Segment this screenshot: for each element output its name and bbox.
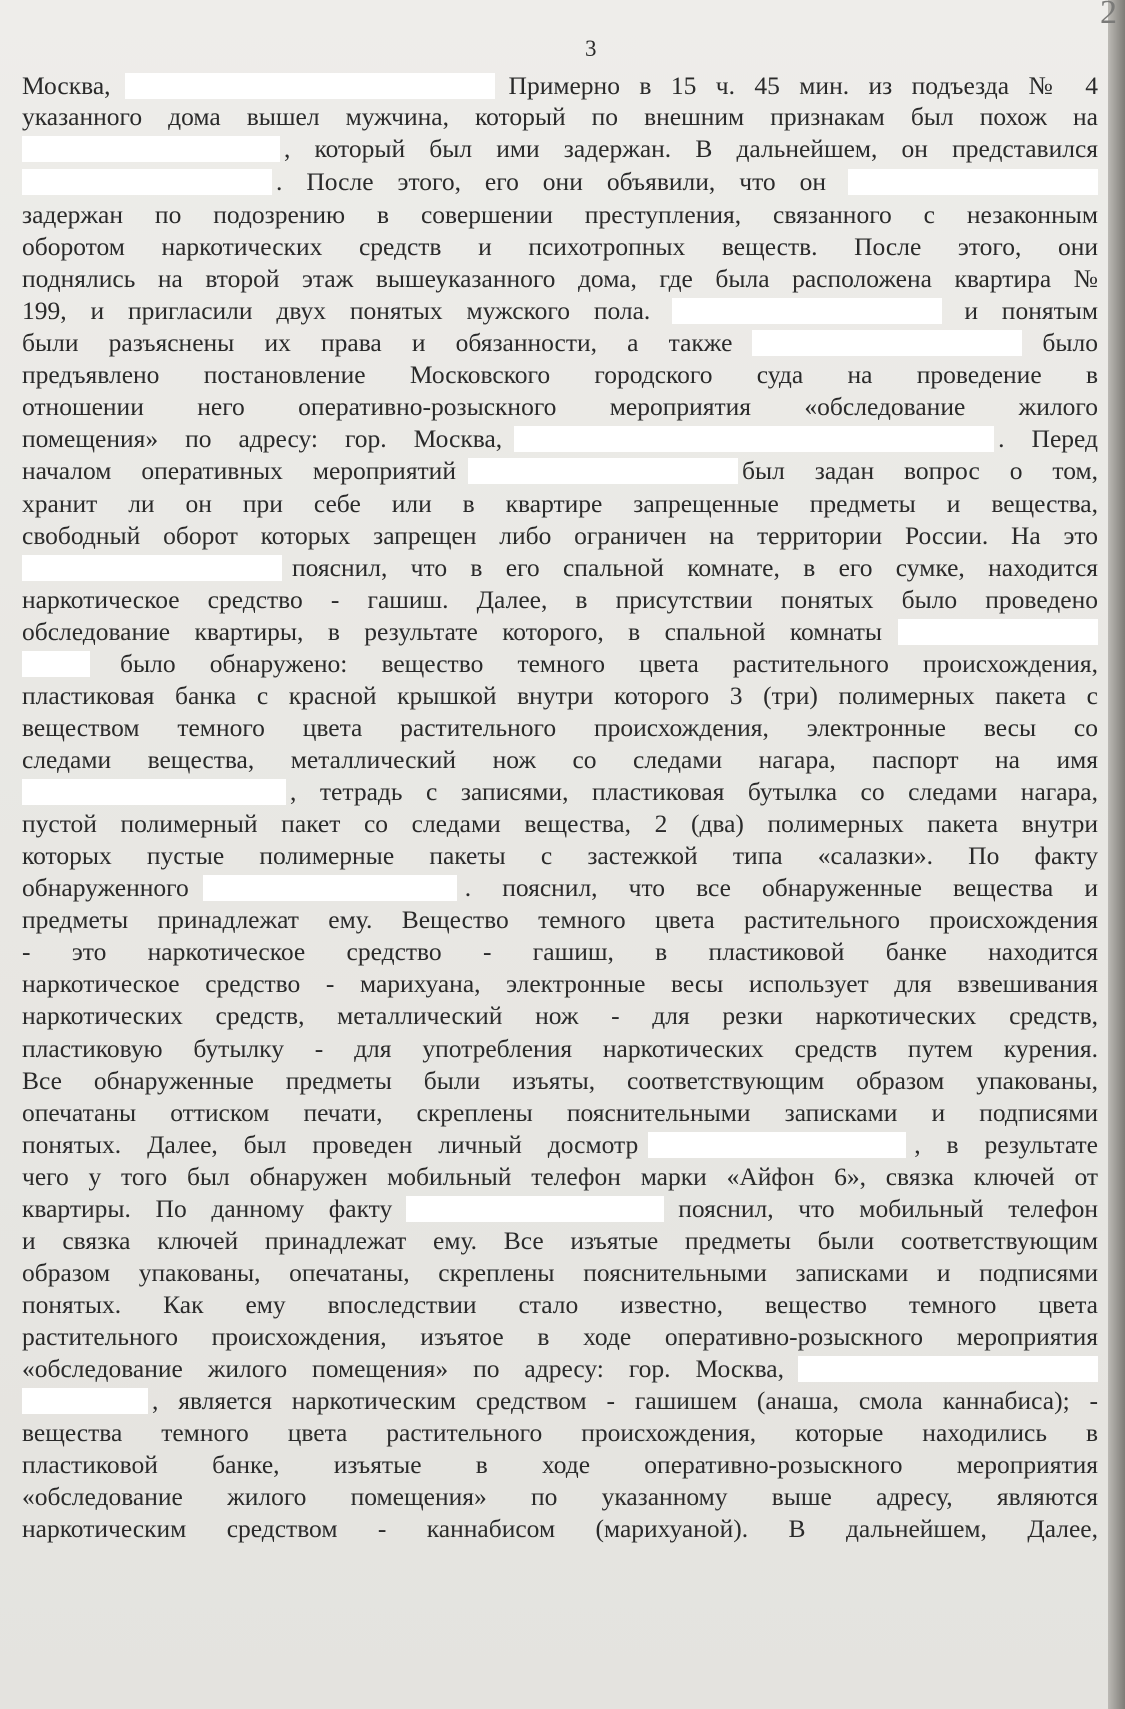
text-segment: следами вещества, металлический нож со следами нагара, паспорт на имя [22, 745, 1098, 774]
text-segment: пояснил, что мобильный телефон [678, 1194, 1098, 1223]
text-line [22, 648, 1098, 680]
text-segment: , который был ими задержан. В дальнейшем, он представился [284, 134, 1098, 163]
redaction-box [514, 426, 994, 452]
text-line [22, 808, 1098, 840]
redaction-box [203, 875, 457, 901]
text-line [22, 1065, 1098, 1097]
text-segment: задержан по подозрению в совершении преступления, связанного с незаконным [22, 200, 1098, 229]
text-segment: предметы принадлежат ему. Вещество темного цвета растительного происхождения [22, 905, 1098, 934]
text-line [22, 1513, 1098, 1545]
text-segment: вещества темного цвета растительного происхождения, которые находились в [22, 1418, 1098, 1447]
text-line [22, 423, 1098, 455]
text-line [22, 520, 1098, 552]
text-line [22, 1257, 1098, 1289]
text-segment: Москва, [22, 71, 111, 100]
text-line [22, 1385, 1098, 1417]
redaction-box [22, 651, 90, 677]
text-segment: началом оперативных мероприятий [22, 456, 456, 485]
text-line [22, 1193, 1098, 1225]
text-line [22, 1000, 1098, 1032]
text-line [22, 584, 1098, 616]
text-line [22, 680, 1098, 712]
redaction-box [848, 169, 1098, 195]
text-line [22, 968, 1098, 1000]
text-line [22, 391, 1098, 423]
text-segment: наркотическое средство - марихуана, электронные весы использует для взвешивания [22, 969, 1098, 998]
text-segment: опечатаны оттиском печати, скреплены пояснительными записками и подписями [22, 1098, 1098, 1127]
text-line [22, 904, 1098, 936]
text-line [22, 101, 1098, 133]
text-segment: понятых. Далее, был проведен личный досмотр [22, 1130, 639, 1159]
text-segment: . пояснил, что все обнаруженные вещества и [464, 873, 1098, 902]
redaction-box [22, 555, 282, 581]
text-segment: и понятым [964, 296, 1098, 325]
text-segment: хранит ли он при себе или в квартире запрещенные предметы и вещества, [22, 489, 1098, 518]
text-segment: которых пустые полимерные пакеты с застежкой типа «салазки». По факту [22, 841, 1098, 870]
text-segment: , в результате [914, 1130, 1098, 1159]
text-segment: растительного происхождения, изъятое в ходе оперативно-розыскного мероприятия [22, 1322, 1098, 1351]
text-line [22, 840, 1098, 872]
redaction-box [648, 1132, 906, 1158]
text-line [22, 1161, 1098, 1193]
text-line [22, 359, 1098, 391]
text-line [22, 1097, 1098, 1129]
text-line [22, 327, 1098, 359]
text-line [22, 1289, 1098, 1321]
text-segment: веществом темного цвета растительного происхождения, электронные весы со [22, 713, 1098, 742]
text-line [22, 776, 1098, 808]
text-segment: . Перед [998, 424, 1098, 453]
text-segment: и связка ключей принадлежат ему. Все изъятые предметы были соответствующим [22, 1226, 1098, 1255]
redaction-box [22, 779, 286, 805]
redaction-box [22, 136, 280, 162]
text-segment: были разъяснены их права и обязанности, а также [22, 328, 733, 357]
text-segment: пластиковую бутылку - для употребления наркотических средств путем курения. [22, 1034, 1098, 1063]
text-line [22, 1225, 1098, 1257]
text-segment: - это наркотическое средство - гашиш, в пластиковой банке находится [22, 937, 1098, 966]
text-segment: чего у того был обнаружен мобильный телефон марки «Айфон 6», связка ключей от [22, 1162, 1098, 1191]
text-segment: пластиковой банке, изъятые в ходе оперативно-розыскного мероприятия [22, 1450, 1098, 1479]
redaction-box [468, 458, 738, 484]
text-line [22, 1481, 1098, 1513]
redaction-box [125, 73, 495, 99]
text-segment: , тетрадь с записями, пластиковая бутылка со следами нагара, [290, 777, 1098, 806]
text-line [22, 616, 1098, 648]
text-segment: обнаруженного [22, 873, 189, 902]
text-segment: образом упакованы, опечатаны, скреплены пояснительными записками и подписями [22, 1258, 1098, 1287]
text-segment: понятых. Как ему впоследствии стало известно, вещество темного цвета [22, 1290, 1098, 1319]
text-segment: оборотом наркотических средств и психотропных веществ. После этого, они [22, 232, 1098, 261]
page-edge-shadow [1108, 0, 1125, 1709]
text-line [22, 1449, 1098, 1481]
text-line [22, 1321, 1098, 1353]
text-segment: Примерно в 15 ч. 45 мин. из подъезда № 4 [508, 71, 1098, 100]
text-segment: Все обнаруженные предметы были изъяты, соответствующим образом упакованы, [22, 1066, 1098, 1095]
text-line [22, 488, 1098, 520]
text-segment: квартиры. По данному факту [22, 1194, 393, 1223]
text-line [22, 295, 1098, 327]
text-segment: было обнаружено: вещество темного цвета растительного происхождения, [120, 649, 1098, 678]
text-segment: предъявлено постановление Московского городского суда на проведение в [22, 360, 1098, 389]
text-line [22, 872, 1098, 904]
text-line [22, 1417, 1098, 1449]
text-segment: «обследование жилого помещения» по адресу: гор. Москва, [22, 1354, 784, 1383]
text-segment: указанного дома вышел мужчина, который по внешним признакам был похож на [22, 102, 1098, 131]
text-segment: было [1042, 328, 1098, 357]
text-line [22, 1353, 1098, 1385]
text-line [22, 552, 1098, 584]
text-segment: поднялись на второй этаж вышеуказанного дома, где была расположена квартира № [22, 264, 1098, 293]
text-segment: 199, и пригласили двух понятых мужского пола. [22, 296, 651, 325]
text-line [22, 1033, 1098, 1065]
corner-mark: 2 [1100, 0, 1117, 31]
text-segment: наркотических средств, металлический нож - для резки наркотических средств, [22, 1001, 1098, 1030]
redaction-box [898, 619, 1098, 645]
redaction-box [406, 1196, 664, 1222]
redaction-box [672, 298, 942, 324]
text-line [22, 70, 1098, 102]
text-line [22, 1129, 1098, 1161]
text-segment: наркотическое средство - гашиш. Далее, в присутствии понятых было проведено [22, 585, 1098, 614]
page-number: 3 [585, 36, 597, 61]
text-segment: помещения» по адресу: гор. Москва, [22, 424, 503, 453]
text-line [22, 166, 1098, 198]
text-segment: , является наркотическим средством - гашишем (анаша, смола каннабиса); - [152, 1386, 1098, 1415]
text-segment: свободный оборот которых запрещен либо ограничен на территории России. На это [22, 521, 1098, 550]
text-segment: наркотическим средством - каннабисом (марихуаной). В дальнейшем, Далее, [22, 1514, 1098, 1543]
text-segment: пластиковая банка с красной крышкой внутри которого 3 (три) полимерных пакета с [22, 681, 1098, 710]
redaction-box [22, 1388, 148, 1414]
redaction-box [752, 330, 1022, 356]
text-segment: обследование квартиры, в результате которого, в спальной комнаты [22, 617, 882, 646]
redaction-box [798, 1356, 1098, 1382]
text-line [22, 133, 1098, 165]
text-line [22, 455, 1098, 487]
text-segment: пустой полимерный пакет со следами вещества, 2 (два) полимерных пакета внутри [22, 809, 1098, 838]
text-segment: отношении него оперативно-розыскного мероприятия «обследование жилого [22, 392, 1098, 421]
text-line [22, 936, 1098, 968]
text-line [22, 712, 1098, 744]
text-segment: . После этого, его они объявили, что он [276, 167, 826, 196]
text-segment: пояснил, что в его спальной комнате, в его сумке, находится [292, 553, 1098, 582]
text-segment: «обследование жилого помещения» по указанному выше адресу, являются [22, 1482, 1098, 1511]
text-line [22, 199, 1098, 231]
text-segment: был задан вопрос о том, [741, 456, 1098, 485]
text-line [22, 231, 1098, 263]
text-line [22, 263, 1098, 295]
text-line [22, 744, 1098, 776]
redaction-box [22, 169, 272, 195]
